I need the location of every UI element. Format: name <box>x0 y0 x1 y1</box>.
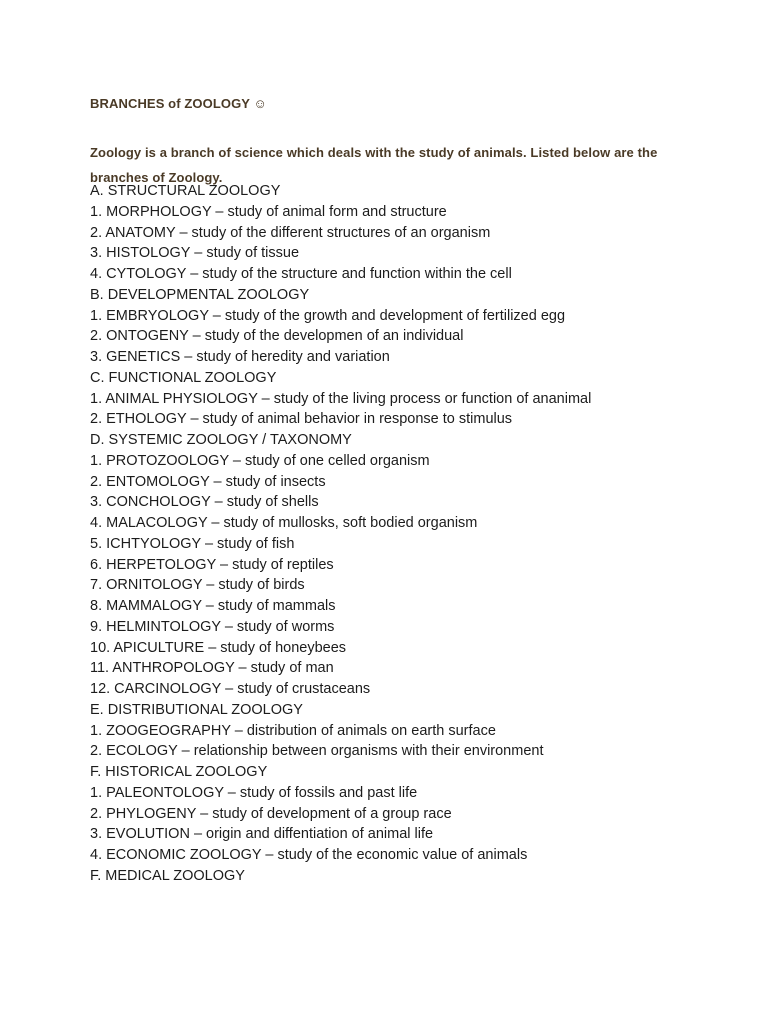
list-line: 3. EVOLUTION – origin and diffentiation of animal life <box>90 826 434 843</box>
list-line: 2. ENTOMOLOGY – study of insects <box>90 473 326 490</box>
list-line: 2. ONTOGENY – study of the developmen of an individual <box>90 328 464 345</box>
list-line: 1. EMBRYOLOGY – study of the growth and development of fertilized egg <box>90 307 566 324</box>
list-line: 2. ANATOMY – study of the different structures of an organism <box>90 224 491 241</box>
list-line: 1. ZOOGEOGRAPHY – distribution of animals on earth surface <box>90 722 496 739</box>
list-line: 1. MORPHOLOGY – study of animal form and structure <box>90 203 447 220</box>
list-line: 9. HELMINTOLOGY – study of worms <box>90 618 335 635</box>
list-line: 2. ECOLOGY – relationship between organisms with their environment <box>90 743 544 760</box>
list-line: D. SYSTEMIC ZOOLOGY / TAXONOMY <box>90 432 352 448</box>
list-line: 7. ORNITOLOGY – study of birds <box>90 577 305 594</box>
branches-list <box>90 181 591 887</box>
list-line: 2. ETHOLOGY – study of animal behavior in response to stimulus <box>90 411 513 428</box>
list-line: 12. CARCINOLOGY – study of crustaceans <box>90 681 371 697</box>
list-line: 4. MALACOLOGY – study of mullosks, soft bodied organism <box>90 515 478 531</box>
list-line: 4. ECONOMIC ZOOLOGY – study of the economic value of animals <box>90 847 528 863</box>
list-line: F. HISTORICAL ZOOLOGY <box>90 764 268 780</box>
list-line: E. DISTRIBUTIONAL ZOOLOGY <box>90 701 303 718</box>
list-line: F. MEDICAL ZOOLOGY <box>90 867 245 884</box>
list-line: A. STRUCTURAL ZOOLOGY <box>90 183 281 199</box>
list-line: 1. PROTOZOOLOGY – study of one celled organism <box>90 452 430 469</box>
list-line: C. FUNCTIONAL ZOOLOGY <box>90 369 277 386</box>
document-heading: BRANCHES of ZOOLOGY ☺ <box>90 96 267 111</box>
list-line: 3. CONCHOLOGY – study of shells <box>90 494 319 511</box>
list-line: 11. ANTHROPOLOGY – study of man <box>90 660 334 677</box>
list-line: 8. MAMMALOGY – study of mammals <box>90 598 336 614</box>
list-line: 5. ICHTYOLOGY – study of fish <box>90 535 295 552</box>
list-line: 3. HISTOLOGY – study of tissue <box>90 245 300 262</box>
list-line: 6. HERPETOLOGY – study of reptiles <box>90 556 334 573</box>
list-line: 1. ANIMAL PHYSIOLOGY – study of the living process or function of ananimal <box>90 390 592 407</box>
intro-paragraph: Zoology is a branch of science which deals with the study of animals. Listed below are the branches of Zoology. <box>90 145 658 185</box>
list-line: 1. PALEONTOLOGY – study of fossils and past life <box>90 784 418 801</box>
list-line: 10. APICULTURE – study of honeybees <box>90 639 347 656</box>
list-line: 4. CYTOLOGY – study of the structure and function within the cell <box>90 266 512 282</box>
list-line: 3. GENETICS – study of heredity and variation <box>90 349 390 365</box>
list-line: B. DEVELOPMENTAL ZOOLOGY <box>90 286 310 303</box>
list-line: 2. PHYLOGENY – study of development of a group race <box>90 805 452 822</box>
